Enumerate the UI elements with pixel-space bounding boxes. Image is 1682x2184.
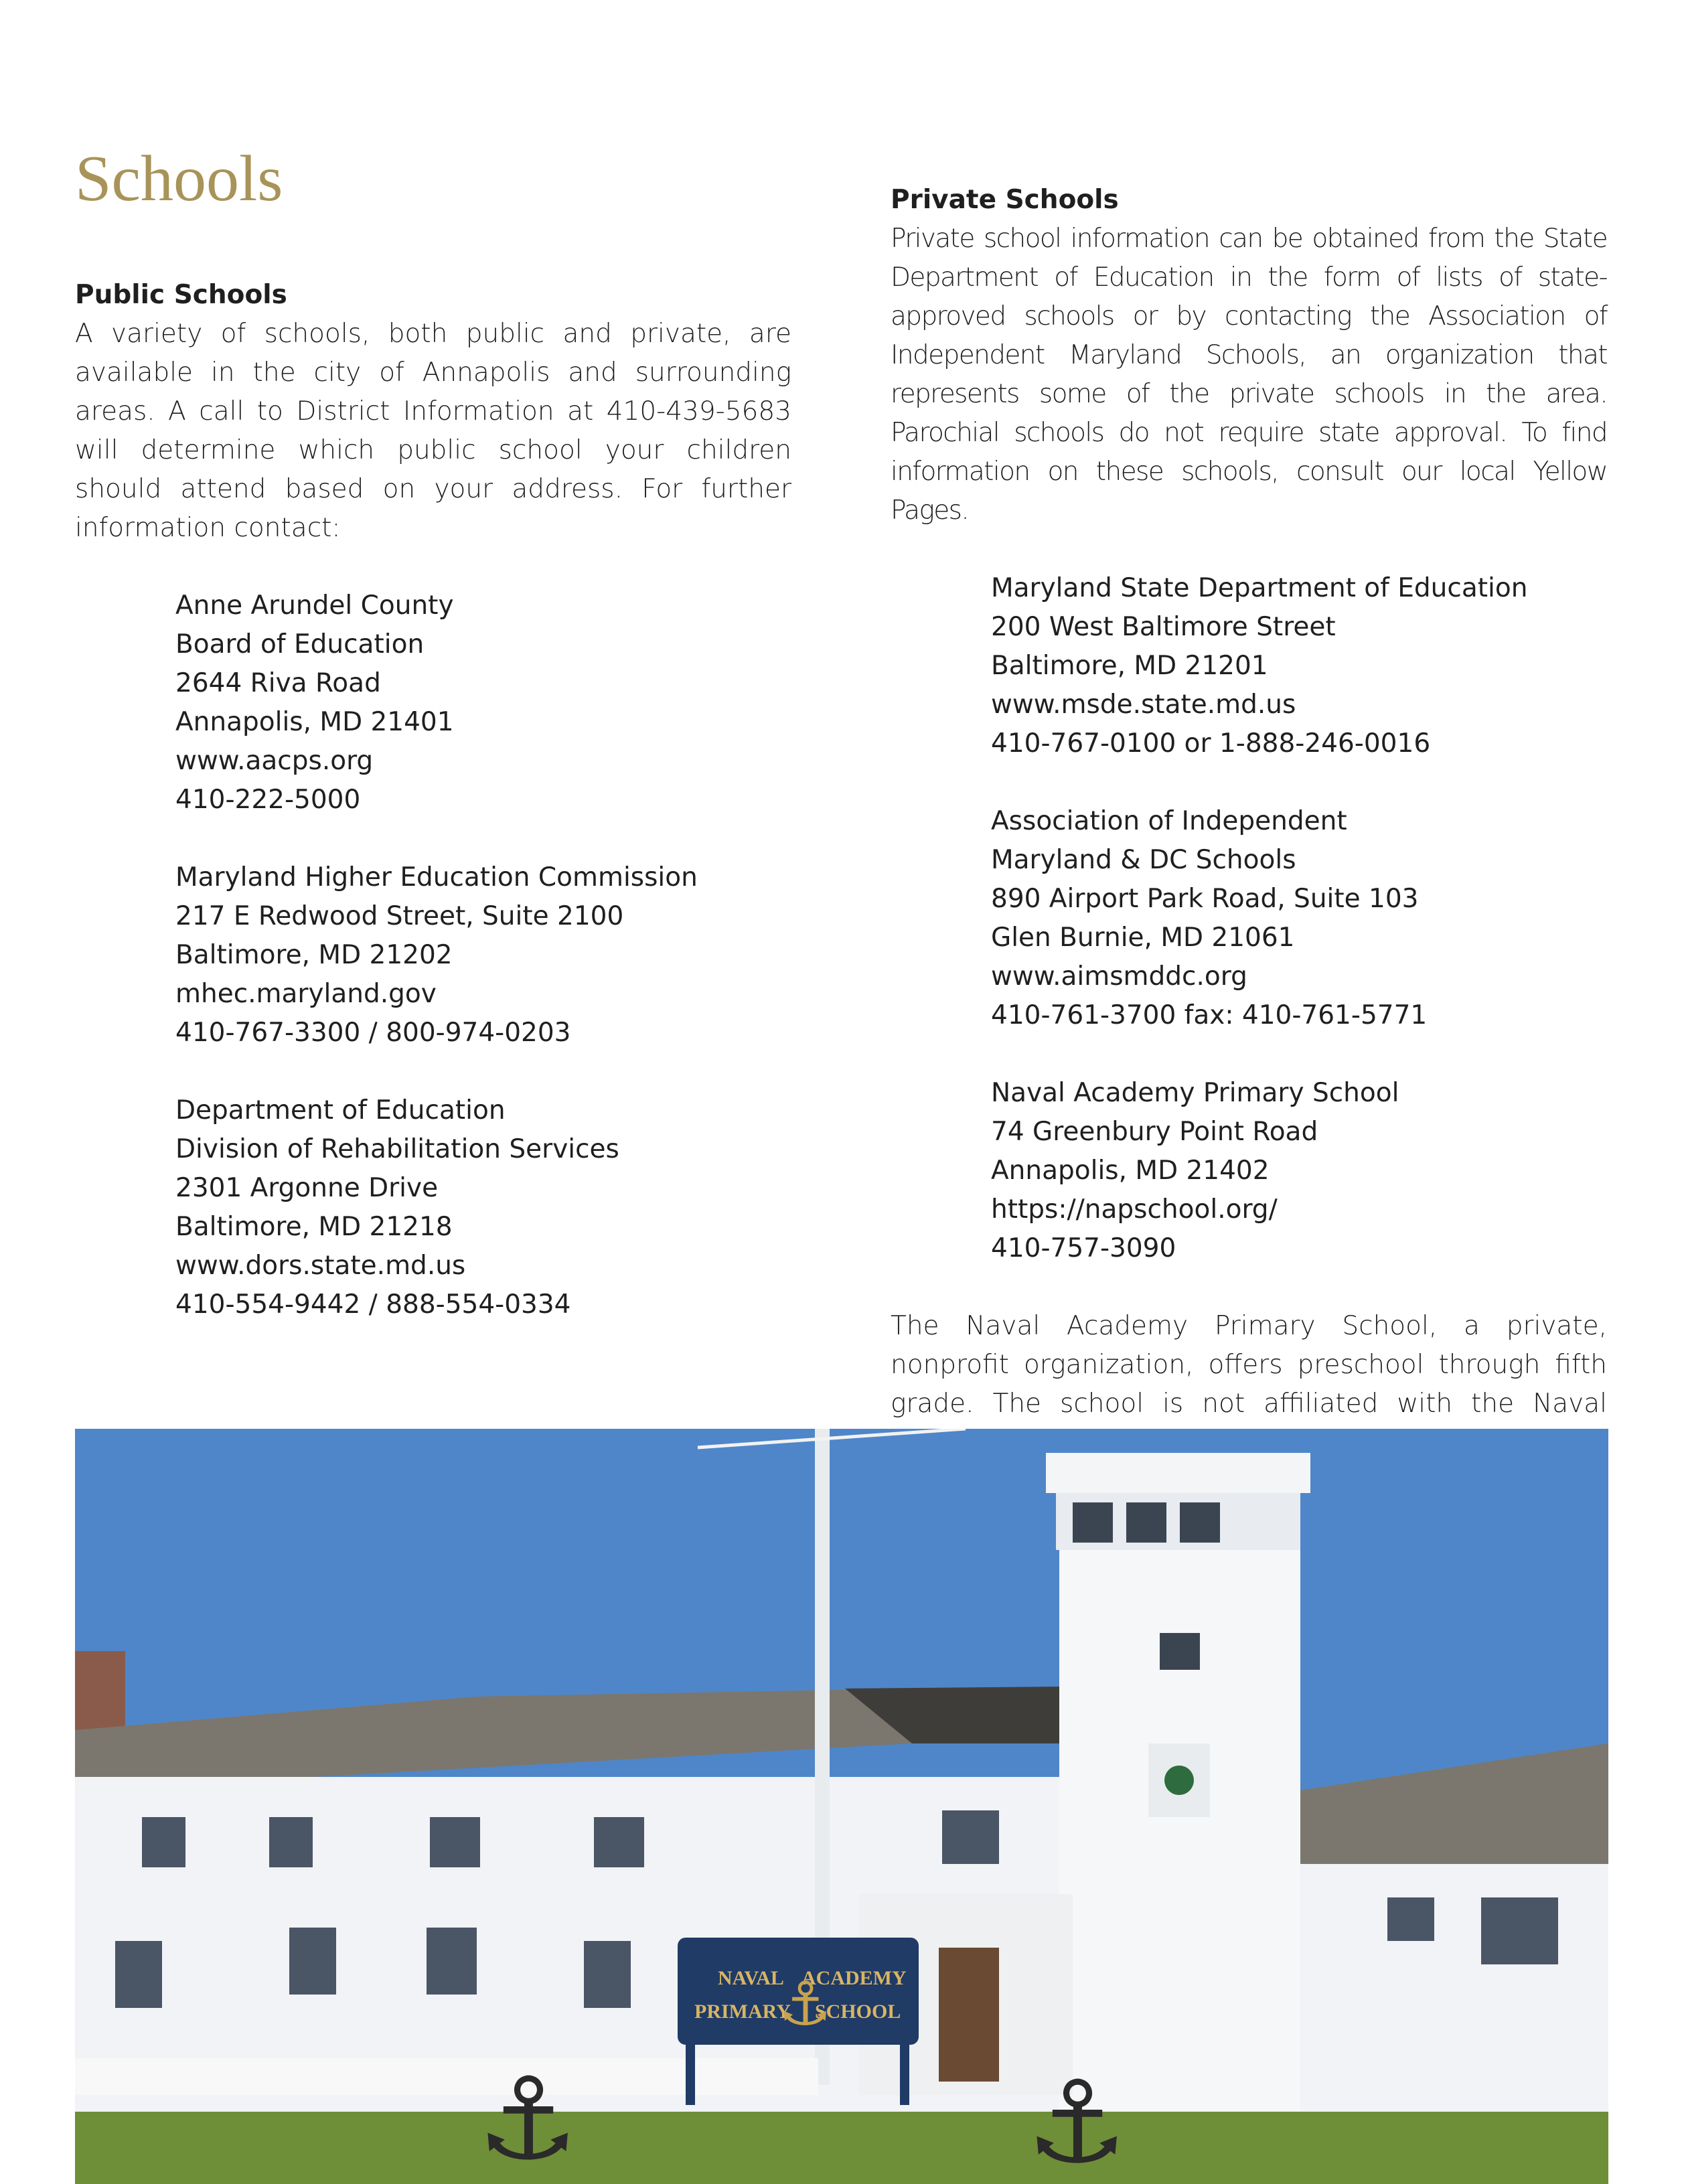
contact-line: 74 Greenbury Point Road [991,1117,1318,1147]
public-schools-section [75,276,791,1324]
contact-phone: 410-761-3700 fax: 410-761-5771 [991,1000,1428,1030]
public-schools-intro: A variety of schools, both public and private, are available in the city of Annapolis and surrounding areas. A call to District Information at 410-439-5683 will determine which public school your children should attend based on your address. For further information contact: [75,319,791,543]
contact-aacps [175,587,791,820]
contact-line: Annapolis, MD 21402 [991,1156,1270,1186]
contact-phone: 410-554-9442 / 888-554-0334 [175,1290,571,1320]
fence [75,2058,818,2095]
contact-line: Maryland Higher Education Commission [175,862,698,892]
anchor-left-icon: ⚓ [477,2053,579,2184]
contact-msde [991,569,1607,763]
private-schools-section [891,181,1607,1462]
contact-line: Annapolis, MD 21401 [175,707,454,737]
contact-line: Baltimore, MD 21201 [991,651,1268,681]
contact-line: Baltimore, MD 21218 [175,1212,453,1242]
contact-phone: 410-767-3300 / 800-974-0203 [175,1018,571,1048]
contact-line: Baltimore, MD 21202 [175,940,453,970]
contact-link[interactable]: www.msde.state.md.us [991,690,1296,720]
public-schools-heading: Public Schools [75,280,287,310]
contact-link[interactable]: www.dors.state.md.us [175,1251,466,1281]
contact-line: Maryland & DC Schools [991,845,1296,875]
contact-line: 200 West Baltimore Street [991,612,1336,642]
contact-aims [991,802,1607,1035]
tower-small-window [1160,1633,1200,1670]
contact-line: Department of Education [175,1095,506,1125]
contact-line: 890 Airport Park Road, Suite 103 [991,884,1419,914]
anchor-icon: ⚓ [778,1969,832,2039]
right-wing [1300,1864,1608,2118]
contact-naps [991,1074,1607,1268]
naps-note: The Naval Academy Primary School, a private, nonprofit organization, offers preschool through fifth grade. The school is not affiliated with the Naval [891,1311,1607,1419]
page-title: Schools [75,143,283,215]
contact-phone: 410-222-5000 [175,785,361,815]
contact-line: Division of Rehabilitation Services [175,1134,619,1164]
contact-phone: 410-767-0100 or 1-888-246-0016 [991,728,1431,759]
contact-line: 2301 Argonne Drive [175,1173,439,1203]
school-photo [75,1429,1608,2184]
contact-line: Board of Education [175,629,425,659]
sign-text-academy: ACADEMY [801,1967,907,1989]
contact-line: 2644 Riva Road [175,668,381,698]
private-schools-heading: Private Schools [891,185,1119,215]
sign-text-naval: NAVAL [718,1967,784,1989]
lawn [75,2112,1608,2184]
private-schools-intro: Private school information can be obtained from the State Department of Education in the form of lists of state-approved schools or by contacting the Association of Independent Maryland Schools, an organization that represents some of the private schools in the area. Parochial schools do not require state approval. To find information on these schools, consult our local Yellow Pages. [891,224,1607,526]
contact-link[interactable]: mhec.maryland.gov [175,979,437,1009]
contact-line: 217 E Redwood Street, Suite 2100 [175,901,624,931]
contact-line: Glen Burnie, MD 21061 [991,923,1295,953]
contact-link[interactable]: www.aimsmddc.org [991,961,1247,992]
contact-link[interactable]: www.aacps.org [175,746,374,776]
sign-text-primary: PRIMARY [694,2001,791,2023]
contact-line: Maryland State Department of Education [991,573,1528,603]
anchor-right-icon: ⚓ [1026,2057,1128,2184]
contact-link[interactable]: https://napschool.org/ [991,1194,1278,1225]
sign-text-school: SCHOOL [815,2001,901,2023]
contact-dors [175,1091,791,1324]
tower-cap [1046,1453,1310,1493]
contact-line: Association of Independent [991,806,1347,836]
chimney [75,1651,125,1731]
contact-line: Naval Academy Primary School [991,1078,1399,1108]
contact-phone: 410-757-3090 [991,1233,1176,1263]
contact-mhec [175,858,791,1052]
contact-line: Anne Arundel County [175,591,454,621]
